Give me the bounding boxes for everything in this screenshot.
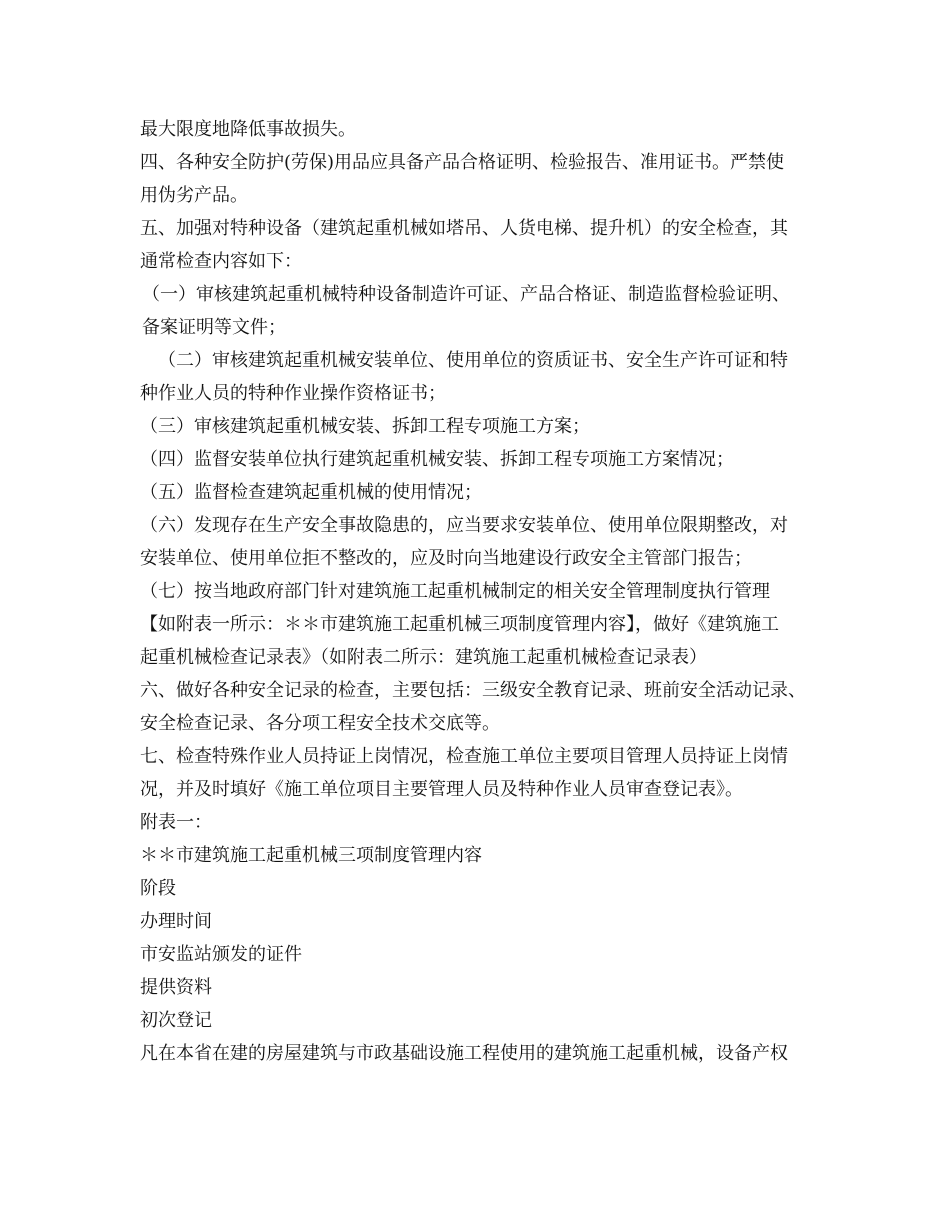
text-line: 四、各种安全防护(劳保)用品应具备产品合格证明、检验报告、准用证书。严禁使 [140, 152, 785, 173]
text-line: 起重机械检查记录表》（如附表二所示：建筑施工起重机械检查记录表） [140, 647, 707, 668]
text-line: 附表一： [140, 812, 212, 833]
text-line: 提供资料 [140, 977, 212, 998]
text-line: 阶段 [140, 878, 176, 899]
text-line: 用伪劣产品。 [140, 185, 248, 206]
text-line: 凡在本省在建的房屋建筑与市政基础设施工程使用的建筑施工起重机械，设备产权 [140, 1043, 788, 1064]
document-body [140, 113, 830, 1070]
text-line: ＊＊市建筑施工起重机械三项制度管理内容 [140, 845, 482, 866]
text-line: 安全检查记录、各分项工程安全技术交底等。 [140, 713, 500, 734]
text-line: （六）发现存在生产安全事故隐患的，应当要求安装单位、使用单位限期整改，对 [140, 515, 788, 536]
text-line: 办理时间 [140, 911, 212, 932]
text-line: （二）审核建筑起重机械安装单位、使用单位的资质证书、安全生产许可证和特 [158, 350, 788, 371]
text-line: 通常检查内容如下： [140, 251, 302, 272]
text-line: 五、加强对特种设备（建筑起重机械如塔吊、人货电梯、提升机）的安全检查，其 [140, 218, 788, 239]
text-line: 安装单位、使用单位拒不整改的，应及时向当地建设行政安全主管部门报告； [140, 548, 752, 569]
text-line: （三）审核建筑起重机械安装、拆卸工程专项施工方案； [140, 416, 590, 437]
text-line: 六、做好各种安全记录的检查，主要包括：三级安全教育记录、班前安全活动记录、 [140, 680, 806, 701]
text-line: （一）审核建筑起重机械特种设备制造许可证、产品合格证、制造监督检验证明、 [142, 284, 790, 305]
text-line: 最大限度地降低事故损失。 [140, 119, 356, 140]
text-line: （五）监督检查建筑起重机械的使用情况； [140, 482, 482, 503]
text-line: 种作业人员的特种作业操作资格证书； [140, 383, 446, 404]
text-line: （四）监督安装单位执行建筑起重机械安装、拆卸工程专项施工方案情况； [140, 449, 734, 470]
text-line: 初次登记 [140, 1010, 212, 1031]
text-line: 备案证明等文件； [142, 317, 286, 338]
text-line: （七）按当地政府部门针对建筑施工起重机械制定的相关安全管理制度执行管理 [140, 581, 770, 602]
text-line: 七、检查特殊作业人员持证上岗情况，检查施工单位主要项目管理人员持证上岗情 [140, 746, 788, 767]
text-line: 况，并及时填好《施工单位项目主要管理人员及特种作业人员审查登记表》。 [140, 779, 743, 800]
text-line: 市安监站颁发的证件 [140, 944, 302, 965]
text-line: 【如附表一所示：＊＊市建筑施工起重机械三项制度管理内容】，做好《建筑施工 [140, 614, 779, 635]
